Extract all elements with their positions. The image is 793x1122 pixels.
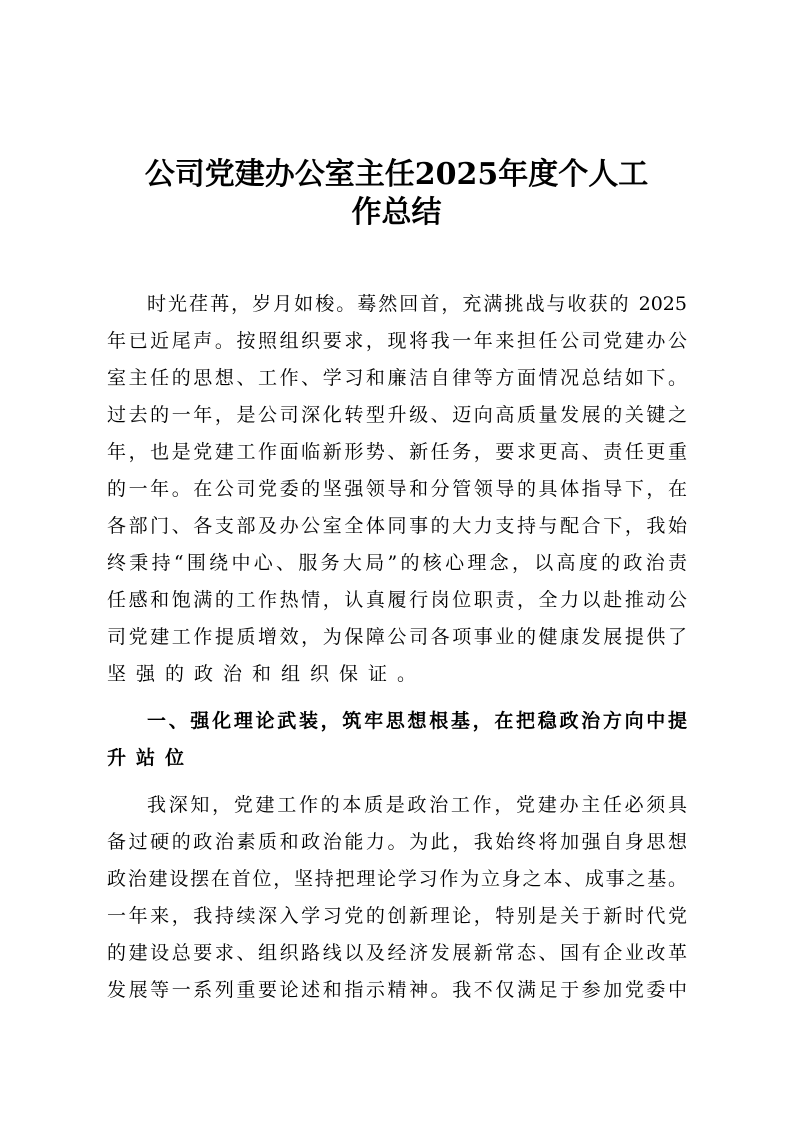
heading-line: 升站位 bbox=[107, 747, 195, 769]
paragraph-intro bbox=[107, 286, 687, 693]
title-line: 公司党建办公室主任2025年度个人工 bbox=[144, 157, 649, 192]
heading-line: 一、强化理论武装，筑牢思想根基，在把稳政治方向中提 bbox=[147, 710, 687, 732]
text-line: 任感和饱满的工作热情，认真履行岗位职责，全力以赴推动公 bbox=[107, 589, 687, 611]
text-line: 备过硬的政治素质和政治能力。为此，我始终将加强自身思想 bbox=[107, 831, 687, 853]
text-line: 年已近尾声。按照组织要求，现将我一年来担任公司党建办公 bbox=[107, 330, 687, 352]
text-line: 各部门、各支部及办公室全体同事的大力支持与配合下，我始 bbox=[107, 515, 687, 537]
paragraph-section-1 bbox=[107, 787, 687, 1009]
text-line: 司党建工作提质增效，为保障公司各项事业的健康发展提供了 bbox=[107, 626, 687, 648]
text-line: 发展等一系列重要论述和指示精神。我不仅满足于参加党委中 bbox=[107, 979, 687, 1001]
section-heading-1 bbox=[107, 703, 687, 777]
text-line: 年，也是党建工作面临新形势、新任务，要求更高、责任更重 bbox=[107, 441, 687, 463]
title-line: 作总结 bbox=[351, 195, 442, 230]
text-line: 一年来，我持续深入学习党的创新理论，特别是关于新时代党 bbox=[107, 905, 687, 927]
text-line: 的建设总要求、组织路线以及经济发展新常态、国有企业改革 bbox=[107, 942, 687, 964]
text-line: 政治建设摆在首位，坚持把理论学习作为立身之本、成事之基。 bbox=[107, 868, 687, 890]
text-line: 的一年。在公司党委的坚强领导和分管领导的具体指导下，在 bbox=[107, 478, 687, 500]
text-line: 室主任的思想、工作、学习和廉洁自律等方面情况总结如下。 bbox=[107, 367, 687, 389]
text-line: 时光荏苒，岁月如梭。蓦然回首，充满挑战与收获的 2025 bbox=[147, 293, 687, 315]
text-line: 终秉持“围绕中心、服务大局”的核心理念，以高度的政治责 bbox=[107, 552, 687, 574]
text-line: 过去的一年，是公司深化转型升级、迈向高质量发展的关键之 bbox=[107, 404, 687, 426]
text-line: 坚强的政治和组织保证。 bbox=[107, 663, 427, 685]
text-line: 我深知，党建工作的本质是政治工作，党建办主任必须具 bbox=[147, 794, 687, 816]
document-title bbox=[0, 156, 793, 232]
